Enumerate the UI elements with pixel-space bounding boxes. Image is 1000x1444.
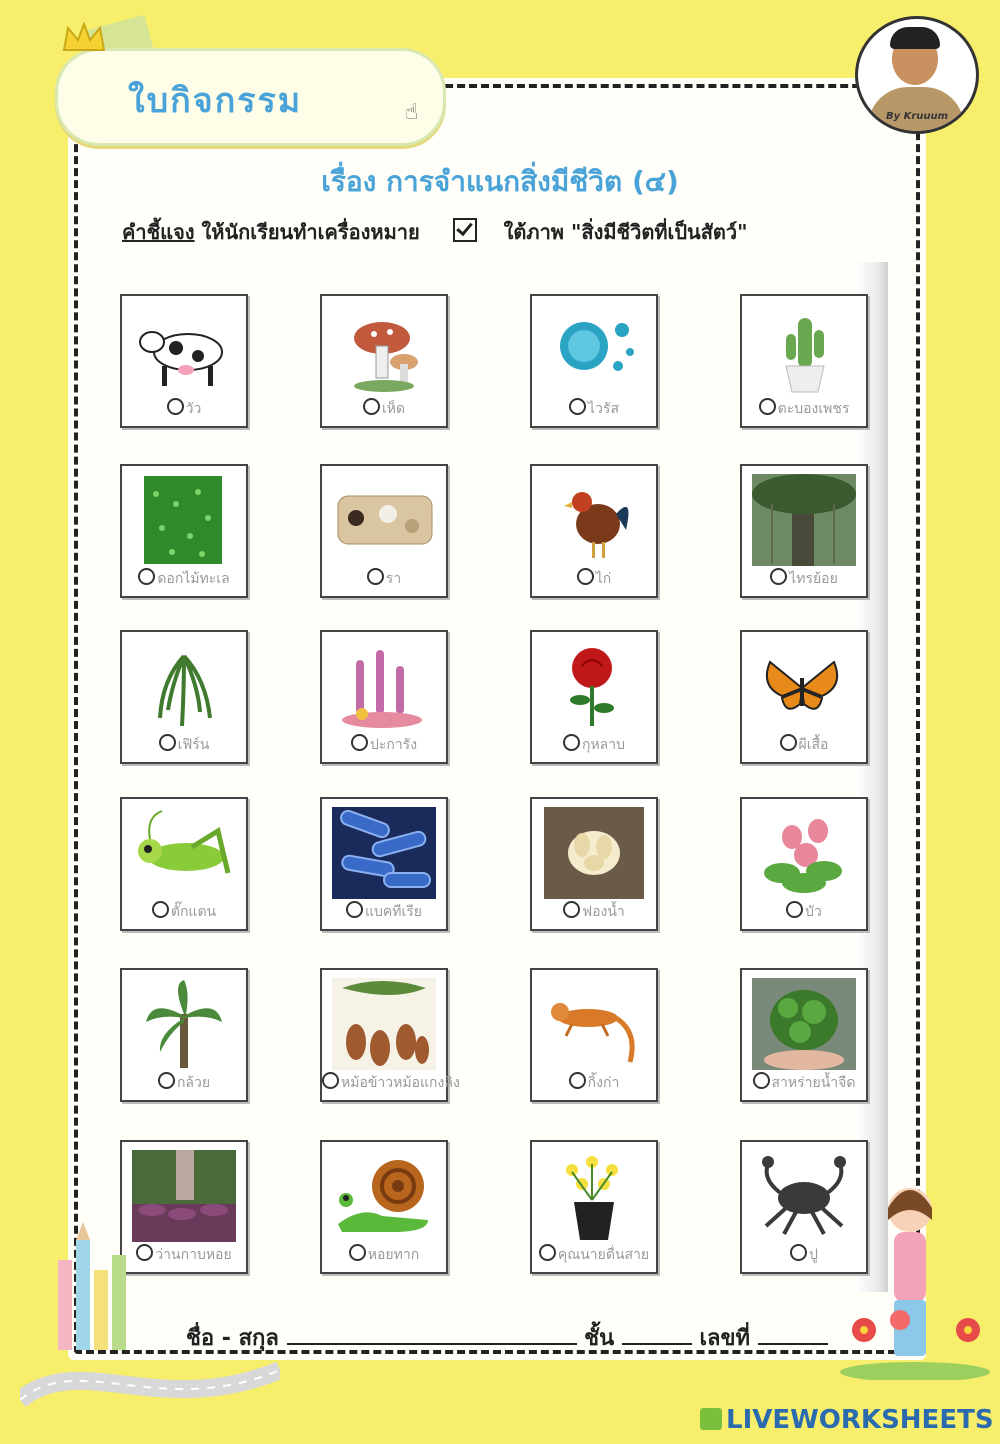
item-option [122, 901, 246, 923]
radio-button[interactable] [790, 1244, 807, 1261]
radio-button[interactable] [539, 1244, 556, 1261]
item-label: กิ้งก่า [587, 1075, 620, 1091]
radio-button[interactable] [563, 901, 580, 918]
radio-button[interactable] [363, 398, 380, 415]
item-label: กุหลาบ [581, 737, 626, 753]
radio-button[interactable] [759, 398, 776, 415]
lotus-icon [752, 807, 856, 899]
item-option [322, 734, 446, 756]
item-label: ดอกไม้ทะเล [157, 571, 230, 587]
fern-icon [132, 640, 236, 732]
radio-button[interactable] [770, 568, 787, 585]
item-label: หม้อข้าวหม้อแกงลิง [341, 1075, 460, 1091]
item-card [530, 968, 658, 1102]
radio-button[interactable] [346, 901, 363, 918]
mushroom-icon [332, 304, 436, 396]
item-option [532, 734, 656, 756]
instruction-label: คำชี้แจง [122, 220, 195, 244]
name-label: ชื่อ - สกุล [186, 1326, 279, 1351]
item-card [530, 294, 658, 428]
snail-icon [332, 1150, 436, 1242]
item-card [530, 630, 658, 764]
class-field[interactable] [622, 1325, 692, 1345]
item-option [322, 1244, 446, 1266]
crab-icon [752, 1150, 856, 1242]
item-card [530, 797, 658, 931]
item-option [742, 901, 866, 923]
item-card [120, 797, 248, 931]
item-label: บัว [805, 904, 822, 920]
item-label: เฟิร์น [177, 737, 210, 753]
item-card [120, 294, 248, 428]
avatar-caption: By Kruuum [885, 111, 949, 122]
item-card [120, 630, 248, 764]
radio-button[interactable] [780, 734, 797, 751]
item-card [740, 968, 868, 1102]
coral-icon [332, 640, 436, 732]
lizard-icon [542, 978, 646, 1070]
item-label: ผีเสื้อ [798, 737, 829, 753]
avatar [855, 16, 979, 134]
banana-tree-icon [132, 978, 236, 1070]
item-card [320, 797, 448, 931]
instruction-target: ใต้ภาพ "สิ่งมีชีวิตที่เป็นสัตว์" [503, 220, 748, 244]
item-label: ว่านกาบหอย [155, 1247, 232, 1263]
watermark-text: LIVEWORKSHEETS [726, 1405, 994, 1435]
item-option [122, 398, 246, 420]
item-card [740, 630, 868, 764]
item-label: ฟองน้ำ [582, 904, 625, 920]
item-option [322, 901, 446, 923]
number-label: เลขที่ [699, 1326, 751, 1351]
item-label: ปู [809, 1247, 818, 1263]
item-card [320, 464, 448, 598]
radio-button[interactable] [159, 734, 176, 751]
item-label: ปะการัง [369, 737, 418, 753]
item-label: วัว [185, 401, 202, 417]
class-label: ชั้น [584, 1326, 615, 1351]
item-option [122, 734, 246, 756]
item-option [742, 1072, 866, 1094]
item-option [742, 398, 866, 420]
radio-button[interactable] [167, 398, 184, 415]
radio-button[interactable] [786, 901, 803, 918]
chicken-icon [542, 474, 646, 566]
algae-icon [752, 978, 856, 1070]
butterfly-icon [752, 640, 856, 732]
item-card [530, 464, 658, 598]
watermark [700, 1405, 994, 1435]
radio-button[interactable] [152, 901, 169, 918]
item-label: แบคทีเรีย [364, 904, 422, 920]
checkmark-icon [453, 218, 477, 242]
sea-anemone-icon [132, 474, 236, 566]
radio-button[interactable] [577, 568, 594, 585]
item-card [740, 464, 868, 598]
radio-button[interactable] [138, 568, 155, 585]
virus-icon [542, 304, 646, 396]
item-label: ไวรัส [588, 401, 619, 417]
item-card [740, 797, 868, 931]
pointing-hand-icon: ☝ [405, 100, 419, 125]
radio-button[interactable] [569, 398, 586, 415]
item-label: กล้วย [176, 1075, 211, 1091]
liveworksheets-logo-icon [700, 1408, 722, 1430]
item-label: คุณนายตื่นสาย [557, 1247, 650, 1263]
item-card [530, 1140, 658, 1274]
item-option [742, 568, 866, 590]
cow-icon [132, 304, 236, 396]
page-title: ใบกิจกรรม [128, 81, 303, 121]
item-option [742, 1244, 866, 1266]
radio-button[interactable] [563, 734, 580, 751]
item-option [532, 901, 656, 923]
item-option [532, 1244, 656, 1266]
item-label: รา [385, 571, 402, 587]
mold-icon [332, 474, 436, 566]
item-card [320, 630, 448, 764]
item-card [320, 294, 448, 428]
item-label: ไก่ [595, 571, 612, 587]
item-card [320, 968, 460, 1102]
radio-button[interactable] [322, 1072, 339, 1089]
item-label: เห็ด [381, 401, 406, 417]
item-label: หอยทาก [367, 1247, 420, 1263]
item-label: ตั๊กแตน [170, 904, 217, 920]
sponge-icon [542, 807, 646, 899]
radio-button[interactable] [349, 1244, 366, 1261]
item-option [532, 1072, 656, 1094]
item-card [740, 1140, 868, 1274]
instruction-text: ให้นักเรียนทำเครื่องหมาย [201, 220, 420, 244]
item-card [120, 464, 248, 598]
item-option [742, 734, 866, 756]
subtitle: เรื่อง การจำแนกสิ่งมีชีวิต (๔) [321, 165, 679, 198]
radio-button[interactable] [753, 1072, 770, 1089]
item-label: สาหร่ายน้ำจืด [771, 1075, 856, 1091]
item-option [122, 568, 246, 590]
bacteria-icon [332, 807, 436, 899]
pitcher-plant-icon [332, 978, 436, 1070]
radio-button[interactable] [569, 1072, 586, 1089]
radio-button[interactable] [367, 568, 384, 585]
student-info-line [186, 1320, 828, 1355]
item-option [532, 398, 656, 420]
item-card [740, 294, 868, 428]
item-option [322, 1072, 460, 1094]
road-decoration [20, 1330, 280, 1420]
instructions [122, 216, 902, 248]
item-option [122, 1072, 246, 1094]
flowers-decoration [840, 1300, 990, 1380]
rose-icon [542, 640, 646, 732]
number-field[interactable] [758, 1325, 828, 1345]
item-label: ตะบองเพชร [777, 401, 850, 417]
item-option [322, 398, 446, 420]
banyan-tree-icon [752, 474, 856, 566]
portulaca-icon [542, 1150, 646, 1242]
radio-button[interactable] [158, 1072, 175, 1089]
name-field[interactable] [287, 1325, 577, 1345]
item-card [320, 1140, 448, 1274]
cactus-icon [752, 304, 856, 396]
item-label: ไทรย้อย [789, 571, 838, 587]
title-banner [55, 48, 446, 146]
crown-icon [60, 22, 108, 54]
item-option [322, 568, 446, 590]
radio-button[interactable] [351, 734, 368, 751]
grasshopper-icon [132, 807, 236, 899]
item-card [120, 968, 248, 1102]
item-option [532, 568, 656, 590]
